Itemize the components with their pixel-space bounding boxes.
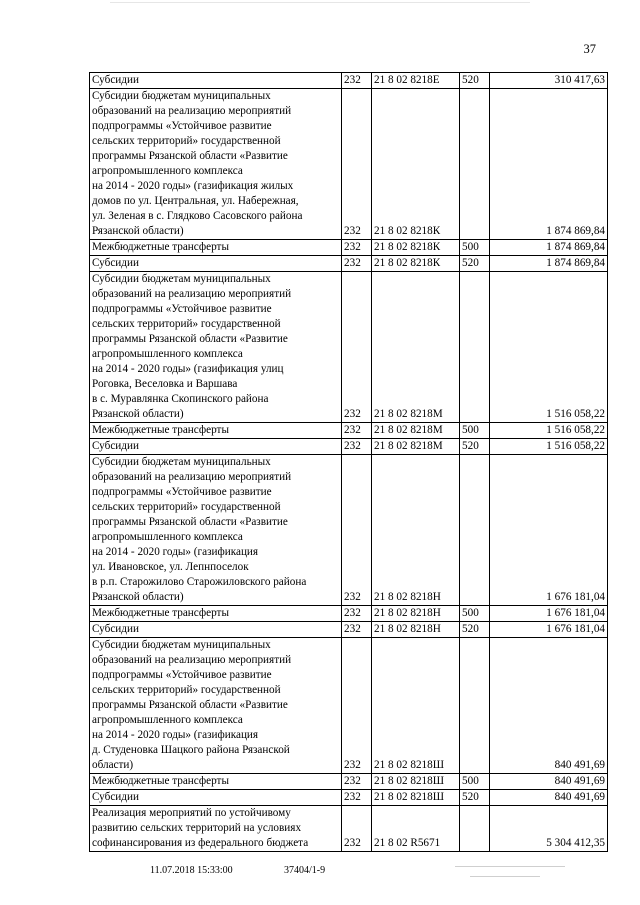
expense-type-cell: 500 [460,423,490,439]
table-row [90,606,608,622]
target-code-cell: 21 8 02 8218Н [372,622,460,638]
gr-code-cell: 232 [342,272,372,423]
gr-code-cell: 232 [342,806,372,852]
table-row [90,272,608,423]
description-cell: Субсидии [90,256,342,272]
amount-cell: 1 516 058,22 [490,439,608,455]
table-row [90,638,608,774]
page-number: 37 [583,42,596,56]
target-code-cell: 21 8 02 8218Ш [372,638,460,774]
expense-type-cell: 500 [460,240,490,256]
amount-cell: 1 676 181,04 [490,455,608,606]
gr-code-cell: 232 [342,73,372,89]
expense-type-cell [460,638,490,774]
amount-cell: 840 491,69 [490,790,608,806]
budget-table [89,72,608,852]
table-row [90,439,608,455]
amount-cell: 1 676 181,04 [490,606,608,622]
table-row [90,790,608,806]
gr-code-cell: 232 [342,423,372,439]
amount-cell: 1 676 181,04 [490,622,608,638]
table-row [90,423,608,439]
description-cell: Межбюджетные трансферты [90,423,342,439]
target-code-cell: 21 8 02 8218М [372,272,460,423]
description-cell: Реализация мероприятий по устойчивому развитию сельских территорий на условиях софинансирования из федерального бюджета [90,806,342,852]
expense-type-cell: 520 [460,439,490,455]
gr-code-cell: 232 [342,439,372,455]
target-code-cell: 21 8 02 R5671 [372,806,460,852]
gr-code-cell: 232 [342,638,372,774]
target-code-cell: 21 8 02 8218Н [372,606,460,622]
target-code-cell: 21 8 02 8218К [372,256,460,272]
amount-cell: 5 304 412,35 [490,806,608,852]
footer-datetime: 11.07.2018 15:33:00 [150,865,233,876]
description-cell: Межбюджетные трансферты [90,606,342,622]
gr-code-cell: 232 [342,774,372,790]
description-cell: Субсидии бюджетам муниципальных образований на реализацию мероприятий подпрограммы «Устойчивое развитие сельских территорий» государственной программы Рязанской области «Развитие агропромышленного комплекса на 2014 - 2020 годы» (газификация улиц Роговка, Веселовка и Варшава в с. Муравлянка Скопинского района Рязанской области) [90,272,342,423]
description-cell: Субсидии [90,790,342,806]
expense-type-cell [460,806,490,852]
scan-noise-mark [455,866,565,867]
description-cell: Субсидии [90,439,342,455]
description-cell: Субсидии бюджетам муниципальных образований на реализацию мероприятий подпрограммы «Устойчивое развитие сельских территорий» государственной программы Рязанской области «Развитие агропромышленного комплекса на 2014 - 2020 годы» (газификация ул. Ивановское, ул. Лепнпоселок в р.п. Старожилово Старожиловского района Рязанской области) [90,455,342,606]
target-code-cell: 21 8 02 8218М [372,439,460,455]
table-row [90,622,608,638]
gr-code-cell: 232 [342,606,372,622]
amount-cell: 840 491,69 [490,774,608,790]
amount-cell: 310 417,63 [490,73,608,89]
expense-type-cell [460,272,490,423]
target-code-cell: 21 8 02 8218К [372,89,460,240]
table-row [90,240,608,256]
target-code-cell: 21 8 02 8218М [372,423,460,439]
target-code-cell: 21 8 02 8218Е [372,73,460,89]
expense-type-cell: 500 [460,774,490,790]
description-cell: Межбюджетные трансферты [90,774,342,790]
expense-type-cell: 520 [460,73,490,89]
expense-type-cell [460,455,490,606]
gr-code-cell: 232 [342,89,372,240]
amount-cell: 1 516 058,22 [490,272,608,423]
amount-cell: 1 874 869,84 [490,256,608,272]
scan-noise-mark [110,2,530,3]
target-code-cell: 21 8 02 8218Н [372,455,460,606]
amount-cell: 840 491,69 [490,638,608,774]
gr-code-cell: 232 [342,790,372,806]
description-cell: Субсидии бюджетам муниципальных образований на реализацию мероприятий подпрограммы «Устойчивое развитие сельских территорий» государственной программы Рязанской области «Развитие агропромышленного комплекса на 2014 - 2020 годы» (газификация д. Студеновка Шацкого района Рязанской области) [90,638,342,774]
description-cell: Субсидии бюджетам муниципальных образований на реализацию мероприятий подпрограммы «Устойчивое развитие сельских территорий» государственной программы Рязанской области «Развитие агропромышленного комплекса на 2014 - 2020 годы» (газификация жилых домов по ул. Центральная, ул. Набережная, ул. Зеленая в с. Глядково Сасовского района Рязанской области) [90,89,342,240]
gr-code-cell: 232 [342,622,372,638]
amount-cell: 1 874 869,84 [490,240,608,256]
expense-type-cell: 520 [460,256,490,272]
scan-noise-mark [470,876,540,877]
gr-code-cell: 232 [342,240,372,256]
table-body [90,73,608,852]
expense-type-cell [460,89,490,240]
gr-code-cell: 232 [342,256,372,272]
description-cell: Межбюджетные трансферты [90,240,342,256]
table-row [90,89,608,240]
footer-doc-code: 37404/1-9 [284,865,326,876]
table-row [90,806,608,852]
expense-type-cell: 520 [460,790,490,806]
table-row [90,774,608,790]
table-row [90,455,608,606]
table-row [90,256,608,272]
target-code-cell: 21 8 02 8218Ш [372,774,460,790]
target-code-cell: 21 8 02 8218К [372,240,460,256]
amount-cell: 1 516 058,22 [490,423,608,439]
description-cell: Субсидии [90,73,342,89]
target-code-cell: 21 8 02 8218Ш [372,790,460,806]
gr-code-cell: 232 [342,455,372,606]
description-cell: Субсидии [90,622,342,638]
amount-cell: 1 874 869,84 [490,89,608,240]
table-row [90,73,608,89]
expense-type-cell: 520 [460,622,490,638]
expense-type-cell: 500 [460,606,490,622]
